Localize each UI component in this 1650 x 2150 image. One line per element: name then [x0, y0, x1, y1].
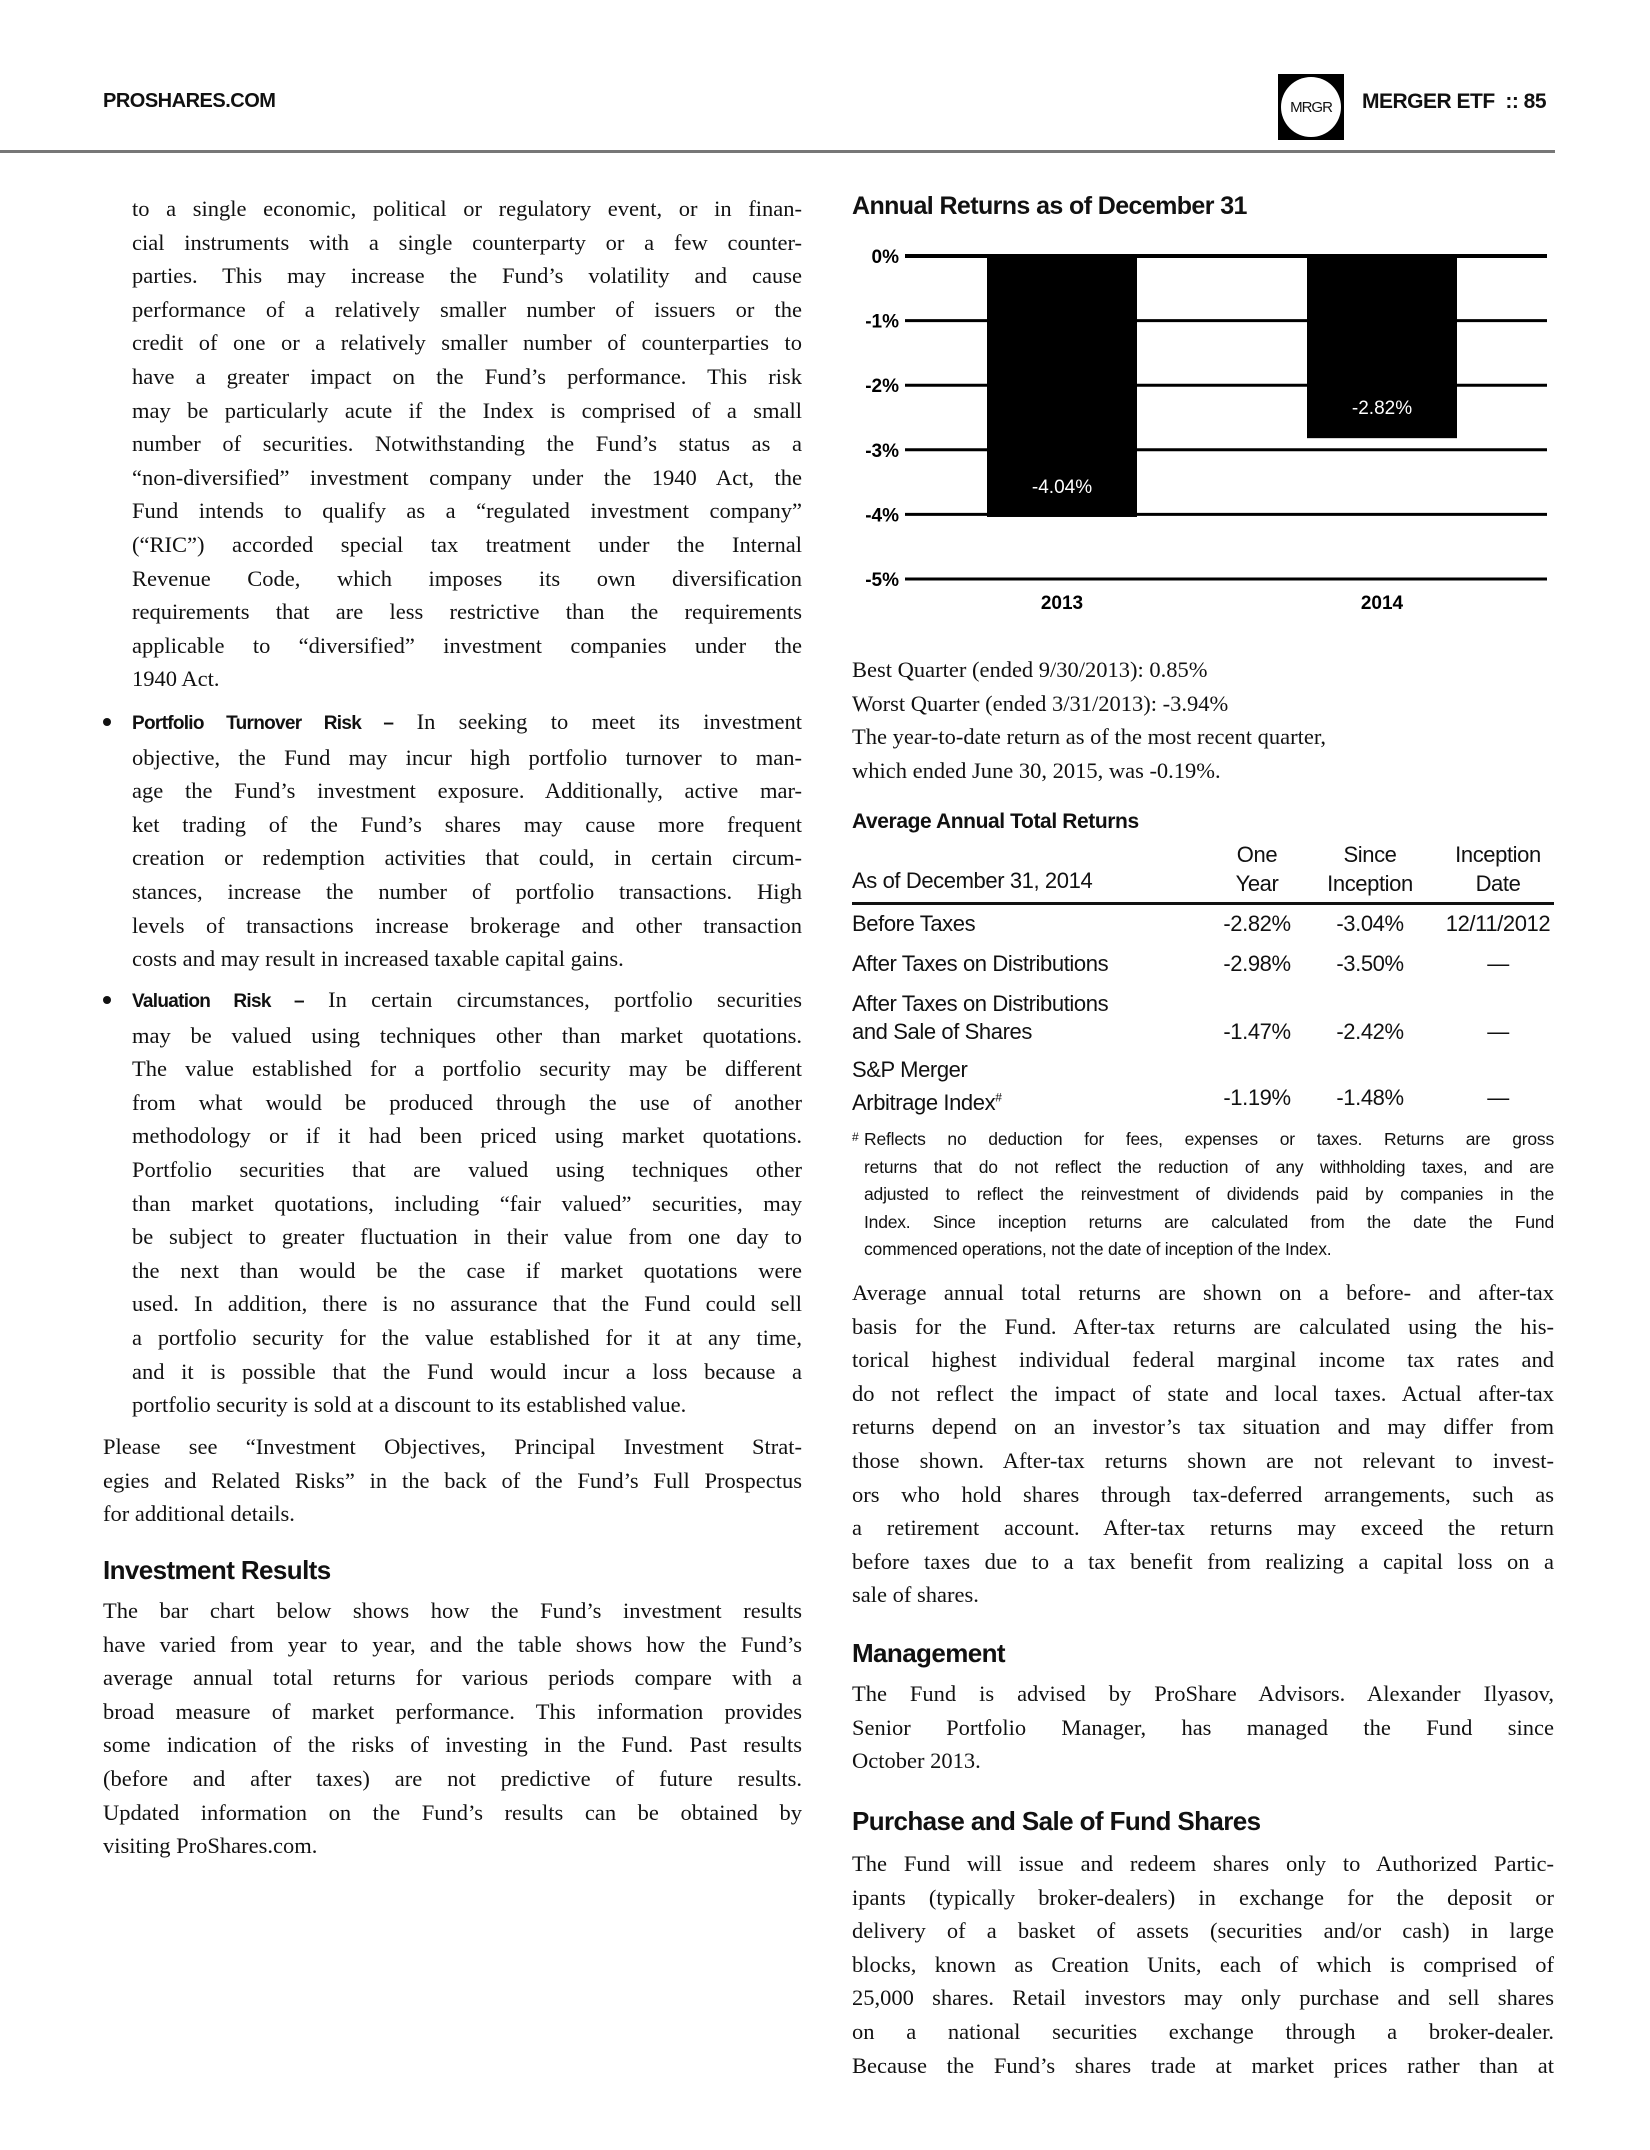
footnote-line: returns that do not reflect the reduction of any withholding taxes, and are [864, 1156, 1554, 1177]
text-line: on a national securities exchange through a broker-dealer. [852, 2018, 1554, 2044]
ticker-logo [1278, 74, 1344, 140]
text-line: have varied from year to year, and the table shows how the Fund’s [103, 1631, 802, 1657]
data-label: -4.04% [1031, 476, 1093, 498]
row-label-line: S&P Merger [852, 1057, 968, 1082]
text-line: may be particularly acute if the Index is comprised of a small [132, 397, 802, 423]
text-line: some indication of the risks of investing in the Fund. Past results [103, 1732, 802, 1758]
text-line: the next than would be the case if market quotations were [132, 1257, 802, 1283]
text-line: requirements that are less restrictive than the requirements [132, 599, 802, 625]
row-label [852, 910, 975, 938]
chart-title: Annual Returns as of December 31 [852, 192, 1247, 220]
ticker-logo-text: MRGR [1281, 77, 1341, 137]
one-year-value: -1.47% [1223, 1019, 1291, 1044]
text-line: 1940 Act. [132, 666, 220, 692]
row-label [852, 1056, 1001, 1117]
text-line: torical highest individual federal marginal income tax rates and [852, 1347, 1554, 1373]
text-line: October 2013. [852, 1748, 981, 1774]
footnote-line: Index. Since inception returns are calculated from the date the Fund [864, 1211, 1554, 1232]
text-line: The year-to-date return as of the most recent quarter, [852, 724, 1327, 750]
text-line: applicable to “diversified” investment companies under the [132, 632, 802, 658]
text-line: a portfolio security for the value established for it at any time, [132, 1324, 802, 1350]
text-line: those shown. After-tax returns shown are not relevant to invest- [852, 1447, 1554, 1473]
text-line: creation or redemption activities that could, in certain circum- [132, 845, 802, 871]
text-line: Because the Fund’s shares trade at market prices rather than at [852, 2052, 1554, 2078]
text-line: than market quotations, including “fair valued” securities, may [132, 1190, 802, 1216]
row-label [852, 950, 1108, 978]
site-name: PROSHARES.COM [103, 90, 276, 112]
header-one-year [1212, 840, 1302, 898]
since-inception-value: -3.50% [1336, 951, 1404, 976]
text-line: cial instruments with a single counterparty or a few counter- [132, 229, 802, 255]
bullet-icon [103, 996, 111, 1004]
text-line: (“RIC”) accorded special tax treatment under the Internal [132, 531, 802, 557]
text-line: 25,000 shares. Retail investors may only purchase and sell shares [852, 1985, 1554, 2011]
table-footnote [852, 1126, 1554, 1264]
investment-results-paragraph [103, 1594, 802, 1863]
text-line: visiting ProShares.com. [103, 1833, 318, 1859]
text-line-content: In certain circumstances, portfolio securities [328, 987, 802, 1012]
header-divider [0, 150, 1555, 153]
footnote-mark: # [995, 1091, 1002, 1105]
text-line: The Fund is advised by ProShare Advisors. Alexander Ilyasov, [852, 1681, 1554, 1706]
header-date-line2: Date [1475, 871, 1521, 896]
text-line: Revenue Code, which imposes its own diversification [132, 565, 802, 591]
text-line: The Fund will issue and redeem shares only to Authorized Partic- [852, 1851, 1554, 1876]
text-line: may be valued using techniques other than market quotations. [132, 1022, 802, 1048]
data-label: -2.82% [1351, 398, 1413, 420]
x-tick-label: 2013 [1040, 593, 1084, 614]
text-line: ket trading of the Fund’s shares may cause more frequent [132, 811, 802, 837]
row-label-line: After Taxes on Distributions [852, 951, 1109, 976]
footnote-mark: # [852, 1130, 859, 1144]
text-line: stances, increase the number of portfolio transactions. High [132, 878, 802, 904]
table-header-rule [852, 902, 1554, 905]
text-line: (before and after taxes) are not predictive of future results. [103, 1765, 802, 1791]
table-title: Average Annual Total Returns [852, 810, 1139, 833]
text-line: portfolio security is sold at a discount to its established value. [132, 1392, 687, 1418]
risk-paragraph [132, 192, 802, 696]
inception-date-value: — [1487, 1019, 1509, 1044]
one-year-value: -1.19% [1223, 1085, 1291, 1110]
text-line: objective, the Fund may incur high portfolio turnover to man- [132, 744, 802, 770]
footnote-line: adjusted to reflect the reinvestment of dividends paid by companies in the [864, 1184, 1554, 1204]
text-line: a retirement account. After-tax returns may exceed the return [852, 1515, 1554, 1541]
header-date-line1: Inception [1455, 842, 1541, 867]
text-line: blocks, known as Creation Units, each of which is comprised of [852, 1951, 1554, 1977]
text-line: do not reflect the impact of state and local taxes. Actual after-tax [852, 1380, 1554, 1406]
bullet-icon [103, 718, 111, 726]
footnote-line: commenced operations, not the date of inception of the Index. [864, 1239, 1332, 1259]
please-see-paragraph [103, 1430, 802, 1531]
text-line: average annual total returns for various periods compare with a [103, 1665, 802, 1691]
text-line: to a single economic, political or regulatory event, or in finan- [132, 196, 802, 221]
text-line: credit of one or a relatively smaller number of counterparties to [132, 330, 802, 356]
text-line [132, 705, 802, 741]
text-line: which ended June 30, 2015, was -0.19%. [852, 757, 1221, 783]
text-line: Updated information on the Fund’s results can be obtained by [103, 1799, 802, 1825]
table-header-label: As of December 31, 2014 [852, 868, 1093, 893]
text-line: used. In addition, there is no assurance that the Fund could sell [132, 1291, 802, 1317]
quarter-returns [852, 653, 1554, 787]
text-line: and it is possible that the Fund would incur a loss because a [132, 1358, 802, 1384]
text-line: The value established for a portfolio security may be different [132, 1056, 802, 1082]
text-line: ipants (typically broker-dealers) in exchange for the deposit or [852, 1884, 1554, 1910]
text-line: performance of a relatively smaller number of issuers or the [132, 296, 802, 322]
header-since-line1: Since [1343, 842, 1397, 867]
header-since-inception [1310, 840, 1430, 898]
text-line: returns depend on an investor’s tax situation and may differ from [852, 1414, 1554, 1440]
management-paragraph [852, 1677, 1554, 1778]
purchase-sale-heading: Purchase and Sale of Fund Shares [852, 1806, 1261, 1836]
portfolio-turnover-risk [132, 705, 802, 976]
text-line: parties. This may increase the Fund’s volatility and cause [132, 263, 802, 289]
since-inception-value: -2.42% [1336, 1019, 1404, 1044]
y-tick-label: -2% [865, 376, 899, 398]
y-tick-label: -3% [865, 440, 899, 462]
text-line: Average annual total returns are shown on a before- and after-tax [852, 1280, 1554, 1305]
text-line: delivery of a basket of assets (securities and/or cash) in large [852, 1918, 1554, 1944]
y-tick-label: -5% [865, 570, 899, 591]
y-tick-label: 0% [871, 247, 899, 268]
text-line: number of securities. Notwithstanding the Fund’s status as a [132, 431, 802, 457]
header-one-year-line2: Year [1235, 871, 1279, 896]
text-line: age the Fund’s investment exposure. Additionally, active mar- [132, 778, 802, 804]
text-line: ors who hold shares through tax-deferred arrangements, such as [852, 1481, 1554, 1507]
valuation-risk [132, 983, 802, 1422]
row-label-line: and Sale of Shares [852, 1019, 1032, 1044]
text-line: “non-diversified” investment company under the 1940 Act, the [132, 464, 802, 490]
inception-date-value: — [1487, 1085, 1509, 1110]
text-line: Best Quarter (ended 9/30/2013): 0.85% [852, 657, 1208, 682]
text-line: before taxes due to a tax benefit from realizing a capital loss on a [852, 1548, 1554, 1574]
risk-label: Valuation Risk – [132, 991, 304, 1012]
purchase-sale-paragraph [852, 1847, 1554, 2082]
text-line [132, 983, 802, 1019]
text-line: be subject to greater fluctuation in their value from one day to [132, 1224, 802, 1250]
y-tick-label: -1% [865, 311, 899, 333]
text-line: egies and Related Risks” in the back of the Fund’s Full Prospectus [103, 1467, 802, 1493]
header-inception-date [1438, 840, 1558, 898]
since-inception-value: -3.04% [1336, 911, 1404, 936]
footnote-text: Reflects no deduction for fees, expenses or taxes. Returns are gross [864, 1129, 1554, 1149]
text-line: broad measure of market performance. This information provides [103, 1698, 802, 1724]
x-tick-label: 2014 [1360, 593, 1404, 614]
text-line: Senior Portfolio Manager, has managed the Fund since [852, 1714, 1554, 1740]
text-line: have a greater impact on the Fund’s performance. This risk [132, 363, 802, 389]
text-line: Please see “Investment Objectives, Principal Investment Strat- [103, 1434, 802, 1459]
text-line: from what would be produced through the use of another [132, 1089, 802, 1115]
one-year-value: -2.98% [1223, 951, 1291, 976]
one-year-value: -2.82% [1223, 911, 1291, 936]
text-line: for additional details. [103, 1501, 295, 1527]
text-line: methodology or if it had been priced using market quotations. [132, 1123, 802, 1149]
annual-returns-chart [845, 240, 1565, 630]
text-line: The bar chart below shows how the Fund’s investment results [103, 1598, 802, 1623]
since-inception-value: -1.48% [1336, 1085, 1404, 1110]
text-line-content: In seeking to meet its investment [416, 709, 802, 734]
text-line: Fund intends to qualify as a “regulated investment company” [132, 498, 802, 524]
header-one-year-line1: One [1236, 842, 1278, 867]
text-line: levels of transactions increase brokerage and other transaction [132, 912, 802, 938]
y-tick-label: -4% [865, 505, 899, 527]
text-line: Worst Quarter (ended 3/31/2013): -3.94% [852, 690, 1229, 716]
row-label-line: After Taxes on Distributions [852, 991, 1109, 1016]
after-tax-paragraph [852, 1276, 1554, 1612]
page-title: MERGER ETF :: 85 [1362, 90, 1547, 113]
header-since-line2: Inception [1327, 871, 1413, 896]
row-label-line: Before Taxes [852, 911, 976, 936]
text-line: costs and may result in increased taxable capital gains. [132, 946, 624, 972]
text-line: sale of shares. [852, 1582, 979, 1608]
text-line: Portfolio securities that are valued using techniques other [132, 1156, 802, 1182]
inception-date-value: — [1487, 951, 1509, 976]
footnote-line [852, 1126, 1554, 1154]
row-label [852, 990, 1108, 1046]
text-line: basis for the Fund. After-tax returns are calculated using the his- [852, 1313, 1554, 1339]
row-label-text: Arbitrage Index# [852, 1090, 1002, 1116]
management-heading: Management [852, 1638, 1005, 1668]
row-label-line [852, 1084, 1001, 1117]
risk-label: Portfolio Turnover Risk – [132, 713, 394, 734]
inception-date-value: 12/11/2012 [1445, 911, 1551, 936]
investment-results-heading: Investment Results [103, 1555, 331, 1585]
